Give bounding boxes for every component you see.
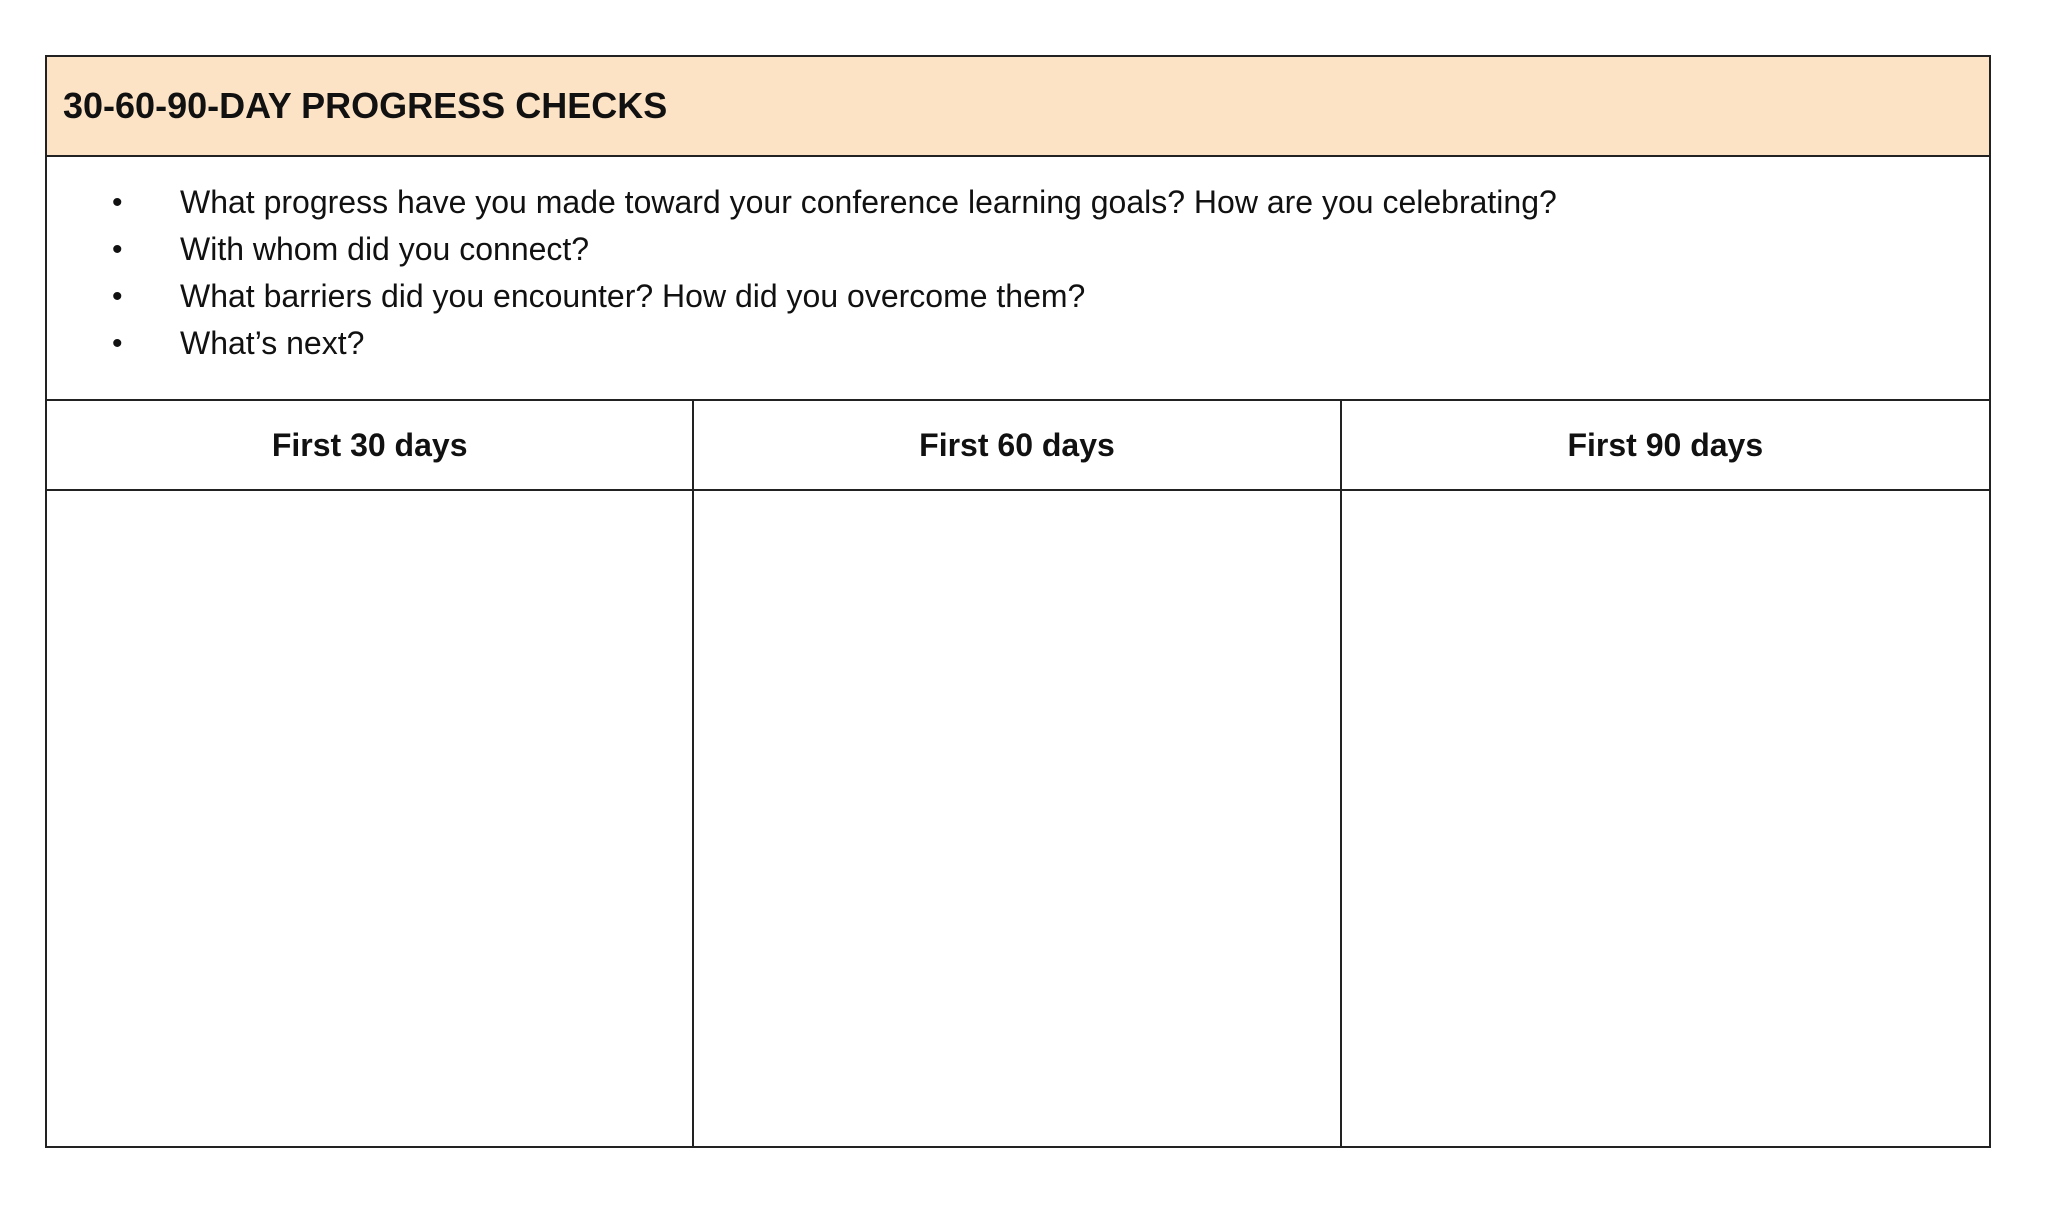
bullet-icon: • — [112, 279, 123, 313]
prompt-next: What’s next? — [180, 325, 365, 361]
progress-check-form — [45, 55, 1991, 1148]
bullet-icon: • — [112, 232, 123, 266]
column-heading-90-days: First 90 days — [1342, 401, 1989, 491]
column-heading-60-days: First 60 days — [694, 401, 1341, 491]
prompt-barriers: What barriers did you encounter? How did you overcome them? — [180, 278, 1086, 314]
prompt-item — [47, 273, 1989, 320]
entry-area-90-days[interactable] — [1342, 491, 1989, 1146]
prompt-item — [47, 179, 1989, 226]
prompt-list — [47, 179, 1989, 367]
form-title: 30-60-90-DAY PROGRESS CHECKS — [63, 85, 668, 126]
form-header — [47, 57, 1989, 157]
column-heading-30-days: First 30 days — [47, 401, 694, 491]
bullet-icon: • — [112, 185, 123, 219]
entry-area-30-days[interactable] — [47, 491, 694, 1146]
prompt-item — [47, 226, 1989, 273]
prompt-progress: What progress have you made toward your conference learning goals? How are you celebrating? — [180, 184, 1557, 220]
bullet-icon: • — [112, 326, 123, 360]
prompt-connections: With whom did you connect? — [180, 231, 590, 267]
progress-columns — [47, 401, 1989, 1146]
reflection-prompts — [47, 157, 1989, 401]
entry-area-60-days[interactable] — [694, 491, 1341, 1146]
prompt-item — [47, 320, 1989, 367]
